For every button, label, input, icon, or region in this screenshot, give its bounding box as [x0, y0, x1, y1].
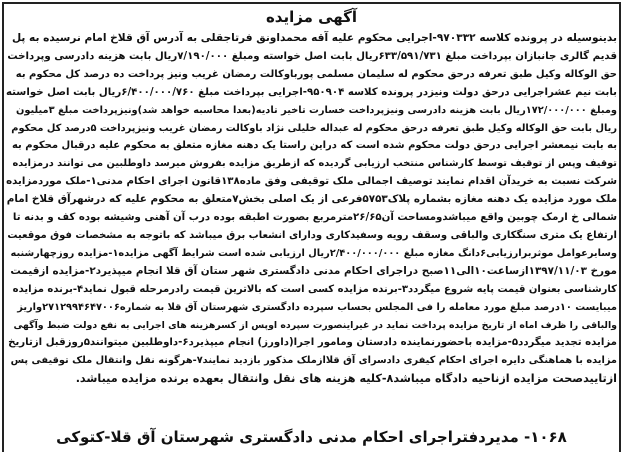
notice-line: مزایده تجدید میگردد۵-مزایده باحضورنماینده دادستان ومامور اجرا(داورز) انجام میپذیرد۶-داوطلبین میتوانند۵روزقبل ازتاریخ	[8, 337, 617, 349]
notice-line: شمالی خ ارمک چوبین واقع میباشدومساحت آن۲۶/۶۵مترمربع بصورت اطبقه بوده درب آن آهنی وشیشه بوده کف و بدنه تا	[12, 212, 617, 224]
notice-line: ملک مورد مزایده یک دهنه مغازه بشماره پلاک۵۷۵۳فرعی از یک اصلی بخش۷متعلق به محکوم علیه که درشهرآق قلاخ امام	[6, 193, 617, 206]
notice-line: به بابت نیمعشر اجرایی درحق دولت محکوم شده است که دراین راستا یک دهنه مغازه متعلق به محکوم علیه درقبال محکوم به	[11, 140, 617, 152]
notice-line: حق الوکاله وکیل طبق تعرفه درحق محکوم له سلیمان مسلمی پورباوکالت رمضان غریب ونیز پرداخت ده درصد کل محکوم به	[15, 68, 617, 80]
notice-line: قدیم گالری جانبازان بپرداخت مبلغ ۶۳۳/۵۹۱/۷۳۱ریال بابت اصل خواسته ومبلغ ۷/۱۹۰/۰۰۰ریال بابت هزینه دادرسی وپرداخت	[7, 50, 617, 62]
notice-line: بدینوسیله در پرونده کلاسه ۹۷۰۳۳۲-اجرایی محکوم علیه آقه محمداونق فرتاجقلی به آدرس آق قلاخ امام نرسیده به پل	[11, 32, 617, 44]
notice-line: ارتفاع یک متری سنگکاری والباقی وسقف رویه وسفیدکاری ودارای انشعاب برق میباشد که باتوجه به مشخصات فوق موقعیت	[7, 229, 617, 241]
notice-line: میبایست ۱۰درصد مبلغ مورد معامله را فی المجلس بحساب سپرده دادگستری شهرستان آق قلا به شماره۲۷۱۲۹۹۴۶۴۷۰۰۶واریز	[17, 301, 617, 313]
notice-line: والباقی را ظرف اماه از تاریخ مزایده پرداخت نماید در غیراینصورت سپرده اوپس از کسرهزینه های اجرایی به نفع دولت ضبط وآگهی	[13, 319, 617, 331]
notice-line: ریال بابت حق الوکاله وکیل طبق تعرفه درحق محکوم له عبداله خلیلی نژاد باوکالت رمضان غریب ونیزپرداخت ۵درصد کل محکوم	[11, 122, 617, 134]
notice-line: مزایده با هماهنگی دایره اجرای احکام کیفری دادسرای آق قلاازملک مذکور بازدید نمایند۷-هرگونه نقل وانتقال ملک توقیفی پس	[10, 355, 617, 367]
notice-footer-signature: ۱۰۶۸- مدیردفتراجرای احکام مدنی دادگستری شهرستان آق قلا-کتوکی	[56, 428, 567, 446]
notice-line: ازتاییدصحت مزایده ازناحیه دادگاه میباشد۸-کلیه هزینه های نقل وانتقال بعهده برنده مزایده میباشد.	[75, 372, 617, 386]
notice-line: مورخ ۱۳۹۷/۱۱/۰۳ازساعت۱۰الی۱۱صبح دراجرای احکام مدنی دادگستری شهر ستان آق قلا انجام میپذیرد۲-مزایده ازقیمت	[10, 264, 617, 277]
notice-line: وسایرعوامل موثربرارزیابی۶دانگ مغازه مبلغ ۲/۴۰۰/۰۰۰/۰۰۰ریال ارزیابی شده است شرایط آگهی مزایده۱-مزایده روزچهارشنبه	[10, 247, 617, 259]
notice-body	[6, 30, 617, 388]
notice-line: کارشناسی بعنوان قیمت پایه شروع میگردد۳-برنده مزایده کسی است که بالاترین قیمت رادرمرحله قبول نماید۴-برنده مزایده	[12, 283, 617, 295]
notice-line: شرکت نسبت به خریدآن اقدام نمایند توصیف اجمالی ملک توقیفی وفق ماده۱۳۸قانون اجرای احکام مدنی۱-ملک موردمزایده	[6, 176, 617, 188]
notice-line: بابت نیم عشراجرایی درحق دولت ونیزدر پرونده کلاسه ۹۵۰۹۰۴-اجرایی بپرداخت مبلغ ۶/۴۰۰/۰۰۰/۷۶۰ریال بابت اصل خواسته	[6, 86, 617, 98]
notice-line: ومبلغ ۱۷۲/۰۰۰/۰۰۰ریال بابت هزینه دادرسی ونیزپرداخت خسارت تاخیر تادیه(بعدا محاسبه خواهد شد)ونیزپرداخت مبلغ ۳میلیون	[16, 104, 617, 116]
notice-line: توقیف وپس از توقیف توسط کارشناس منتخب ارزیابی گردیده که ازطریق مزایده بفروش میرسد داوطلبین می توانند درمزایده	[12, 158, 617, 170]
notice-title: آگهی مزایده	[265, 8, 358, 26]
